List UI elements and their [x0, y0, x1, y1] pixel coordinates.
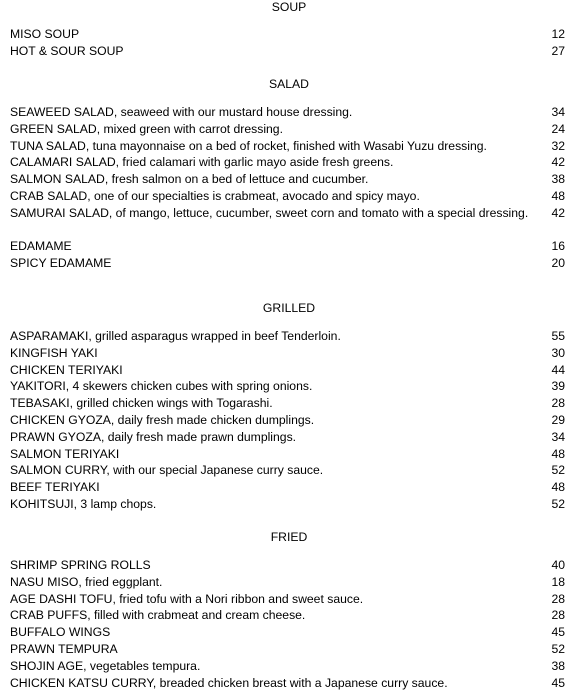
menu-item — [10, 104, 565, 121]
menu-item-price: 28 — [551, 396, 565, 411]
menu-item-price: 45 — [551, 625, 565, 640]
menu-item-name: TEBASAKI, grilled chicken wings with Togarashi. — [10, 396, 273, 411]
menu-item-name: NASU MISO, fried eggplant. — [10, 574, 163, 589]
menu-item — [10, 378, 565, 395]
menu-item-price: 55 — [551, 329, 565, 343]
menu-item-price: 12 — [551, 27, 565, 41]
menu-item-price: 40 — [551, 558, 565, 572]
menu-item-name: SALMON TERIYAKI — [10, 446, 120, 461]
menu-item-price: 38 — [551, 658, 565, 673]
menu-item-price: 18 — [551, 574, 565, 589]
section-heading-soup: SOUP — [271, 0, 307, 14]
menu-item — [10, 238, 565, 255]
menu-item-name: SALMON CURRY, with our special Japanese curry sauce. — [10, 463, 324, 478]
menu-item-price: 52 — [551, 463, 565, 478]
menu-item — [10, 462, 565, 479]
menu-item-price: 38 — [551, 172, 565, 187]
menu-item-name: KOHITSUJI, 3 lamp chops. — [10, 497, 157, 511]
menu-item — [10, 345, 565, 362]
menu-item — [10, 479, 565, 496]
menu-item — [10, 43, 565, 60]
menu-item — [10, 255, 565, 272]
menu-item — [10, 574, 565, 591]
menu-item-price: 28 — [551, 591, 565, 606]
menu-item-price: 27 — [551, 43, 565, 58]
menu-item-name: EDAMAME — [10, 239, 72, 253]
menu-item — [10, 658, 565, 675]
menu-item-name: ASPARAMAKI, grilled asparagus wrapped in beef Tenderloin. — [10, 329, 341, 343]
menu-item-name: SPICY EDAMAME — [10, 255, 112, 270]
menu-item — [10, 624, 565, 641]
menu-item-price: 24 — [551, 121, 565, 136]
menu-item-name: SEAWEED SALAD, seaweed with our mustard house dressing. — [10, 105, 353, 119]
menu-item-name: PRAWN TEMPURA — [10, 642, 118, 656]
menu-item-price: 29 — [551, 413, 565, 427]
menu-item — [10, 205, 565, 222]
menu-item — [10, 138, 565, 155]
menu-item — [10, 171, 565, 188]
menu-item-price: 44 — [551, 362, 565, 377]
section-heading-grilled: GRILLED — [262, 301, 316, 315]
menu-item-name: MISO SOUP — [10, 27, 80, 41]
menu-item-name: SHRIMP SPRING ROLLS — [10, 558, 151, 572]
menu-item — [10, 412, 565, 429]
menu-item-price: 48 — [551, 446, 565, 461]
menu-item-name: BEEF TERIYAKI — [10, 480, 100, 495]
menu-item — [10, 429, 565, 446]
menu-item-price: 34 — [551, 105, 565, 119]
menu-item-price: 48 — [551, 189, 565, 203]
menu-item-name: SHOJIN AGE, vegetables tempura. — [10, 658, 201, 673]
menu-item — [10, 496, 565, 513]
menu-item — [10, 675, 565, 692]
menu-item — [10, 26, 565, 43]
menu-item — [10, 328, 565, 345]
menu-item-name: TUNA SALAD, tuna mayonnaise on a bed of rocket, finished with Wasabi Yuzu dressing. — [10, 138, 487, 153]
menu-item-name: YAKITORI, 4 skewers chicken cubes with spring onions. — [10, 379, 313, 394]
menu-item-name: CRAB PUFFS, filled with crabmeat and cream cheese. — [10, 608, 306, 623]
menu-item-price: 34 — [551, 429, 565, 444]
menu-item-name: HOT & SOUR SOUP — [10, 43, 124, 58]
menu-item — [10, 557, 565, 574]
menu-item-name: SALMON SALAD, fresh salmon on a bed of lettuce and cucumber. — [10, 172, 369, 187]
menu-item-price: 42 — [551, 155, 565, 170]
menu-item-price: 52 — [551, 497, 565, 511]
menu-item-name: CHICKEN KATSU CURRY, breaded chicken breast with a Japanese curry sauce. — [10, 675, 448, 690]
menu-item-price: 45 — [551, 675, 565, 690]
menu-item-price: 39 — [551, 379, 565, 394]
menu-item — [10, 607, 565, 624]
menu-item — [10, 154, 565, 171]
menu-item-name: BUFFALO WINGS — [10, 625, 111, 640]
menu-item — [10, 446, 565, 463]
menu-item-name: AGE DASHI TOFU, fried tofu with a Nori ribbon and sweet sauce. — [10, 591, 364, 606]
menu-item — [10, 362, 565, 379]
menu-item-price: 20 — [551, 255, 565, 270]
menu-item-name: CHICKEN GYOZA, daily fresh made chicken dumplings. — [10, 413, 315, 427]
menu-item-price: 28 — [551, 608, 565, 623]
menu-item-price: 52 — [551, 642, 565, 656]
menu-item-name: CALAMARI SALAD, fried calamari with garlic mayo aside fresh greens. — [10, 155, 394, 170]
section-heading-salad: SALAD — [269, 77, 309, 91]
menu-item — [10, 121, 565, 138]
menu-item — [10, 188, 565, 205]
menu-item-name: SAMURAI SALAD, of mango, lettuce, cucumber, sweet corn and tomato with a special dressing. — [10, 205, 529, 220]
menu-item — [10, 591, 565, 608]
menu-item-name: KINGFISH YAKI — [10, 345, 98, 360]
menu-item-name: GREEN SALAD, mixed green with carrot dressing. — [10, 121, 283, 136]
section-heading-fried: FRIED — [270, 530, 308, 544]
menu-item-name: PRAWN GYOZA, daily fresh made prawn dumplings. — [10, 429, 297, 444]
menu-item-price: 30 — [551, 345, 565, 360]
menu-item-price: 16 — [551, 239, 565, 253]
menu-item-name: CRAB SALAD, one of our specialties is crabmeat, avocado and spicy mayo. — [10, 189, 420, 203]
menu-item-price: 42 — [551, 205, 565, 220]
menu-item — [10, 641, 565, 658]
menu-item — [10, 395, 565, 412]
menu-item-name: CHICKEN TERIYAKI — [10, 362, 123, 377]
menu-item-price: 32 — [551, 138, 565, 153]
menu-item-price: 48 — [551, 480, 565, 495]
